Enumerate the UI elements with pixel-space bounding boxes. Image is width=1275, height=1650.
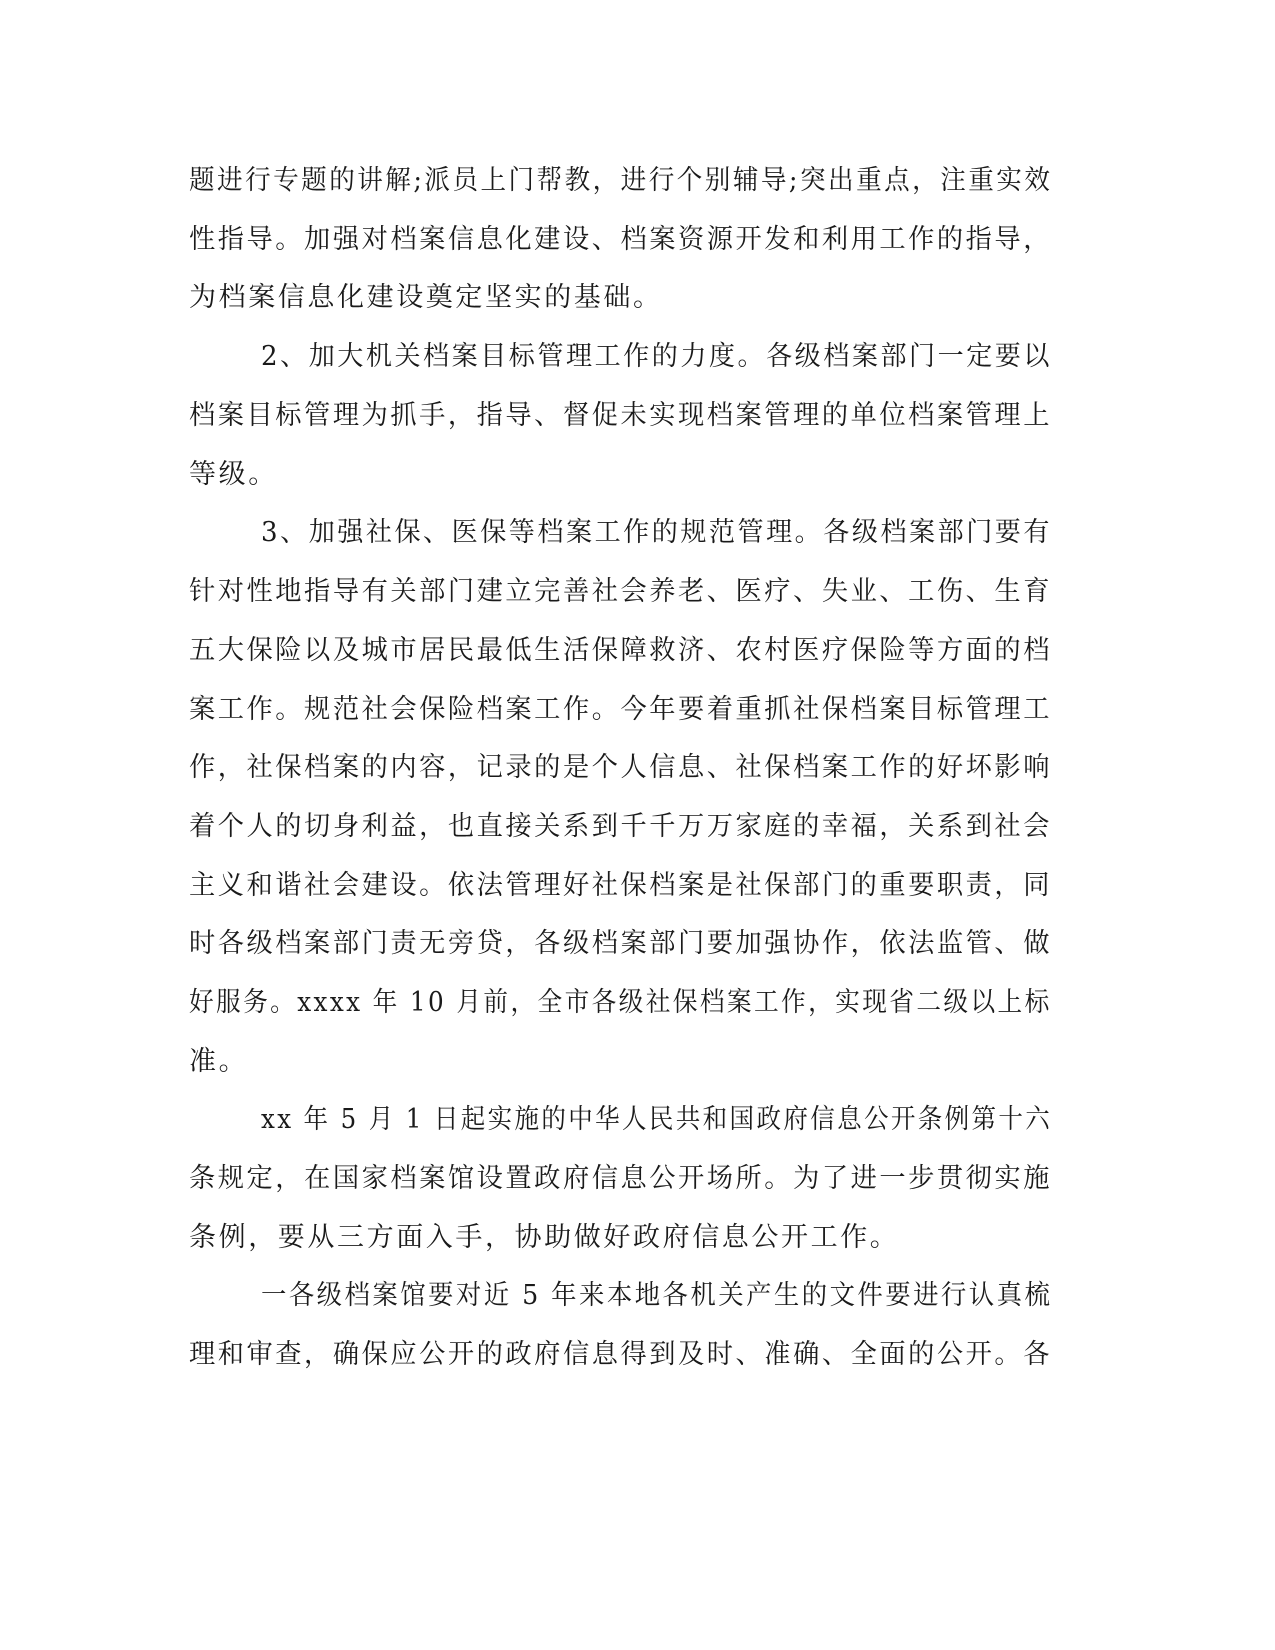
text-line: 档案目标管理为抓手，指导、督促未实现档案管理的单位档案管理上: [189, 400, 1052, 431]
text-line: 3、加强社保、医保等档案工作的规范管理。各级档案部门要有: [261, 517, 1052, 548]
text-line: 等级。: [189, 459, 278, 490]
text-line: 一各级档案馆要对近 5 年来本地各机关产生的文件要进行认真梳: [261, 1280, 1053, 1311]
text-line: 着个人的切身利益，也直接关系到千千万万家庭的幸福，关系到社会: [189, 811, 1052, 842]
text-line: xx 年 5 月 1 日起实施的中华人民共和国政府信息公开条例第十六: [261, 1104, 1053, 1135]
text-line: 为档案信息化建设奠定坚实的基础。: [189, 282, 663, 313]
text-line: 案工作。规范社会保险档案工作。今年要着重抓社保档案目标管理工: [189, 694, 1052, 725]
text-line: 作，社保档案的内容，记录的是个人信息、社保档案工作的好坏影响: [189, 752, 1052, 783]
text-line: 准。: [189, 1046, 249, 1077]
text-line: 条例，要从三方面入手，协助做好政府信息公开工作。: [189, 1222, 900, 1253]
text-line: 条规定，在国家档案馆设置政府信息公开场所。为了进一步贯彻实施: [189, 1163, 1052, 1194]
text-line: 时各级档案部门责无旁贷，各级档案部门要加强协作，依法监管、做: [189, 928, 1052, 959]
text-line: 理和审查，确保应公开的政府信息得到及时、准确、全面的公开。各: [189, 1339, 1052, 1370]
text-line: 主义和谐社会建设。依法管理好社保档案是社保部门的重要职责，同: [189, 870, 1052, 901]
text-line: 针对性地指导有关部门建立完善社会养老、医疗、失业、工伤、生育: [189, 576, 1052, 607]
text-line: 2、加大机关档案目标管理工作的力度。各级档案部门一定要以: [261, 341, 1052, 372]
text-line: 好服务。xxxx 年 10 月前，全市各级社保档案工作，实现省二级以上标: [189, 987, 1052, 1018]
text-line: 题进行专题的讲解;派员上门帮教，进行个别辅导;突出重点，注重实效: [189, 165, 1053, 196]
text-line: 五大保险以及城市居民最低生活保障救济、农村医疗保险等方面的档: [189, 635, 1052, 666]
text-line: 性指导。加强对档案信息化建设、档案资源开发和利用工作的指导，: [189, 224, 1052, 255]
